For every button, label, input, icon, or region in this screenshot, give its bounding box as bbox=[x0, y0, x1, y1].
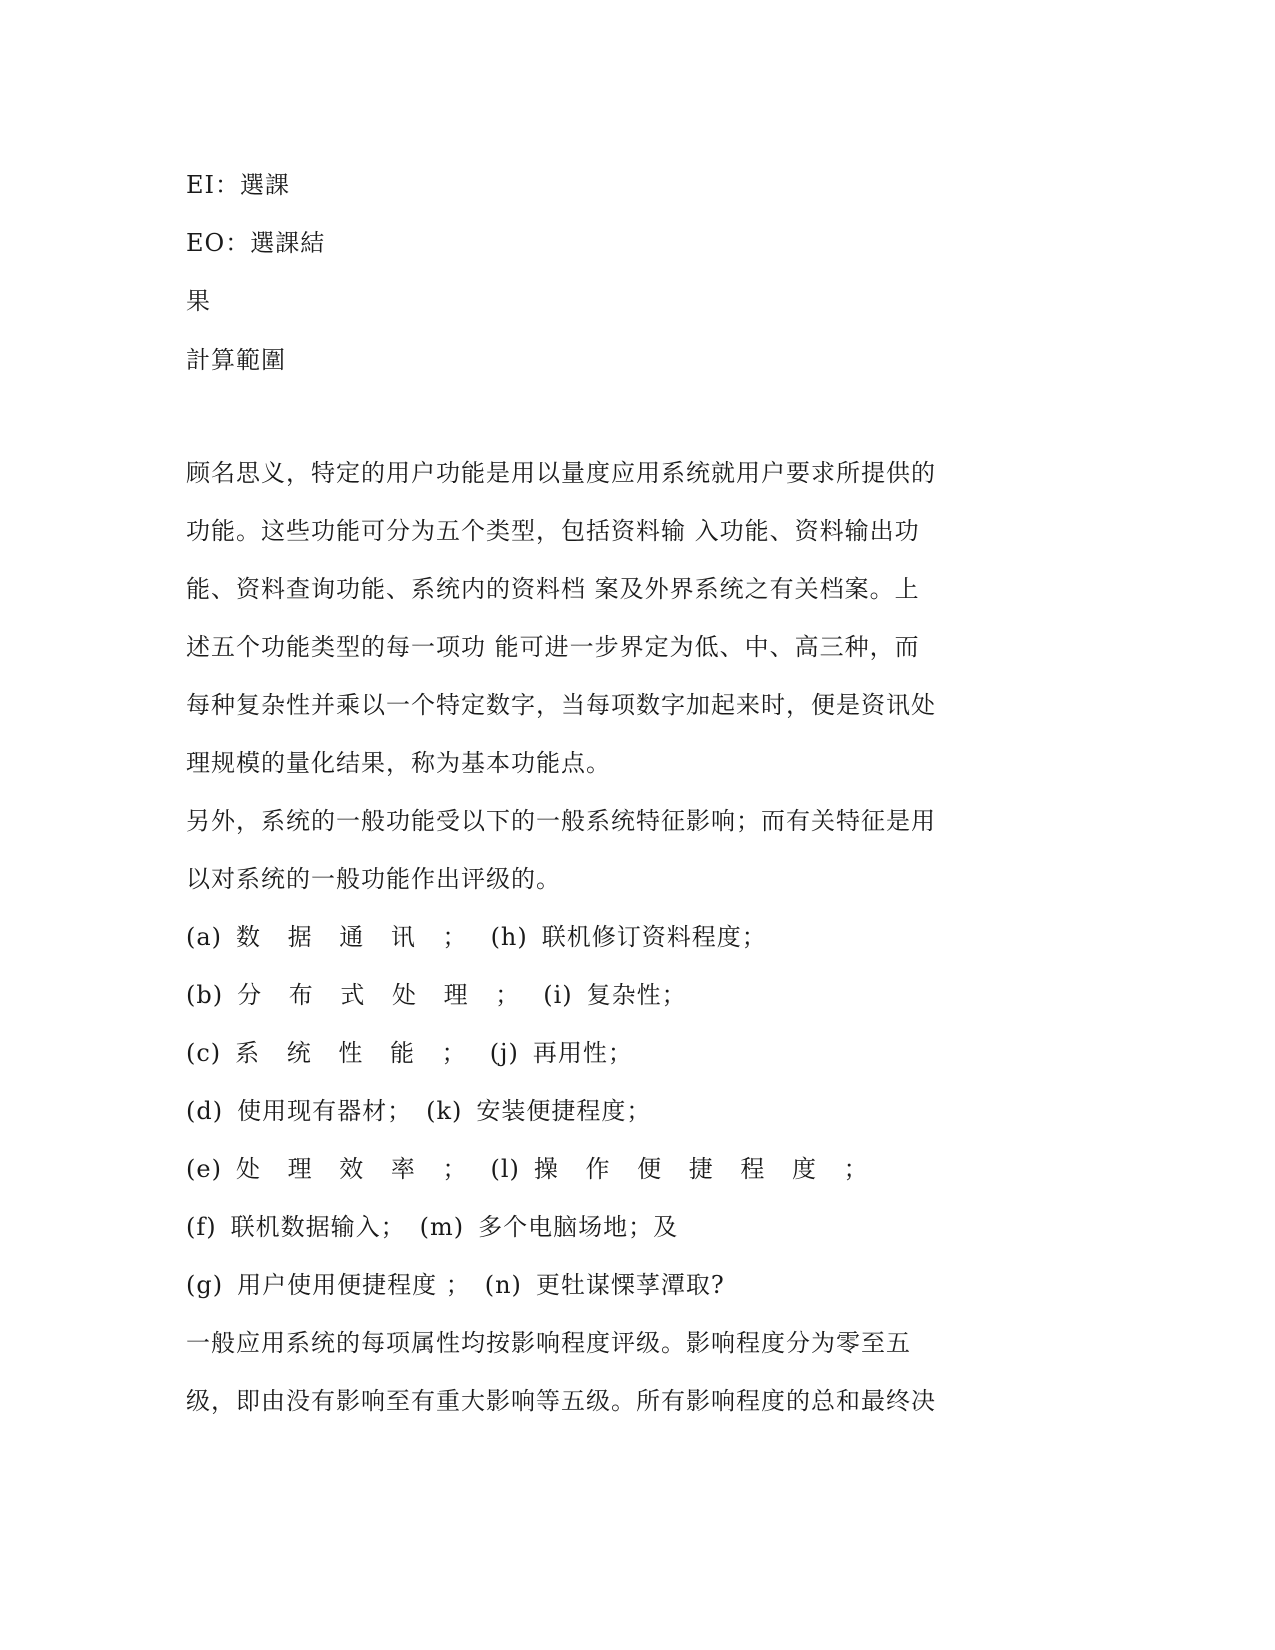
feature-key: (m) bbox=[419, 1213, 465, 1241]
paragraph2-line: 另外，系统的一般功能受以下的一般系统特征影响；而有关特征是用 bbox=[186, 807, 936, 835]
paragraph1-line: 理规模的量化结果，称为基本功能点。 bbox=[186, 749, 611, 777]
feature-item: 数 据 通 讯 ； bbox=[236, 923, 477, 951]
feature-item: 多个电脑场地；及 bbox=[478, 1213, 679, 1241]
feature-row-f bbox=[186, 1212, 678, 1242]
feature-item: 联机数据输入； bbox=[230, 1213, 406, 1241]
feature-key: (l) bbox=[490, 1155, 520, 1183]
feature-item: 使用现有器材； bbox=[237, 1097, 413, 1125]
feature-row-e bbox=[186, 1154, 878, 1184]
feature-key: (d) bbox=[186, 1097, 224, 1125]
feature-key: (c) bbox=[186, 1039, 222, 1067]
feature-key: (g) bbox=[186, 1271, 224, 1299]
feature-key: (j) bbox=[489, 1039, 519, 1067]
feature-row-b bbox=[186, 980, 687, 1010]
paragraph1-line: 能、资料查询功能、系统内的资料档 案及外界系统之有关档案。上 bbox=[186, 575, 920, 603]
paragraph2-line: 以对系统的一般功能作出评级的。 bbox=[186, 865, 561, 893]
paragraph1-line: 功能。这些功能可分为五个类型，包括资料输 入功能、资料输出功 bbox=[186, 517, 920, 545]
feature-key: (f) bbox=[186, 1213, 217, 1241]
feature-key: (h) bbox=[490, 923, 528, 951]
feature-key: (n) bbox=[484, 1271, 522, 1299]
eo-line-continued: 果 bbox=[186, 287, 211, 315]
paragraph1-line: 顾名思义，特定的用户功能是用以量度应用系统就用户要求所提供的 bbox=[186, 459, 936, 487]
ei-line: EI：選課 bbox=[186, 171, 290, 199]
section-title: 計算範圍 bbox=[186, 346, 286, 374]
feature-item: 处 理 效 率 ； bbox=[235, 1155, 477, 1183]
eo-line: EO：選課結 bbox=[186, 229, 326, 257]
feature-item: 系 统 性 能 ； bbox=[235, 1039, 476, 1067]
feature-item: 再用性； bbox=[532, 1039, 633, 1067]
feature-key: (k) bbox=[426, 1097, 463, 1125]
feature-item: 复杂性； bbox=[586, 981, 687, 1009]
feature-item: 安装便捷程度； bbox=[476, 1097, 652, 1125]
feature-item: 更牡谋慄莩潭取? bbox=[535, 1271, 725, 1299]
feature-key: (b) bbox=[186, 981, 224, 1009]
paragraph3-line: 级，即由没有影响至有重大影响等五级。所有影响程度的总和最终决 bbox=[186, 1387, 936, 1415]
feature-item: 用户使用便捷程度 ； bbox=[237, 1271, 471, 1299]
feature-row-c bbox=[186, 1038, 633, 1068]
feature-key: (a) bbox=[186, 923, 223, 951]
feature-item: 操 作 便 捷 程 度 ； bbox=[533, 1155, 878, 1183]
feature-row-g bbox=[186, 1270, 725, 1300]
feature-item: 联机修订资料程度； bbox=[541, 923, 767, 951]
feature-row-d bbox=[186, 1096, 651, 1126]
paragraph3-line: 一般应用系统的每项属性均按影响程度评级。影响程度分为零至五 bbox=[186, 1329, 911, 1357]
feature-key: (e) bbox=[186, 1155, 222, 1183]
paragraph1-line: 述五个功能类型的每一项功 能可进一步界定为低、中、高三种，而 bbox=[186, 633, 920, 661]
paragraph1-line: 每种复杂性并乘以一个特定数字，当每项数字加起来时，便是资讯处 bbox=[186, 691, 936, 719]
feature-item: 分 布 式 处 理 ； bbox=[237, 981, 530, 1009]
feature-row-a bbox=[186, 922, 767, 952]
feature-key: (i) bbox=[543, 981, 573, 1009]
